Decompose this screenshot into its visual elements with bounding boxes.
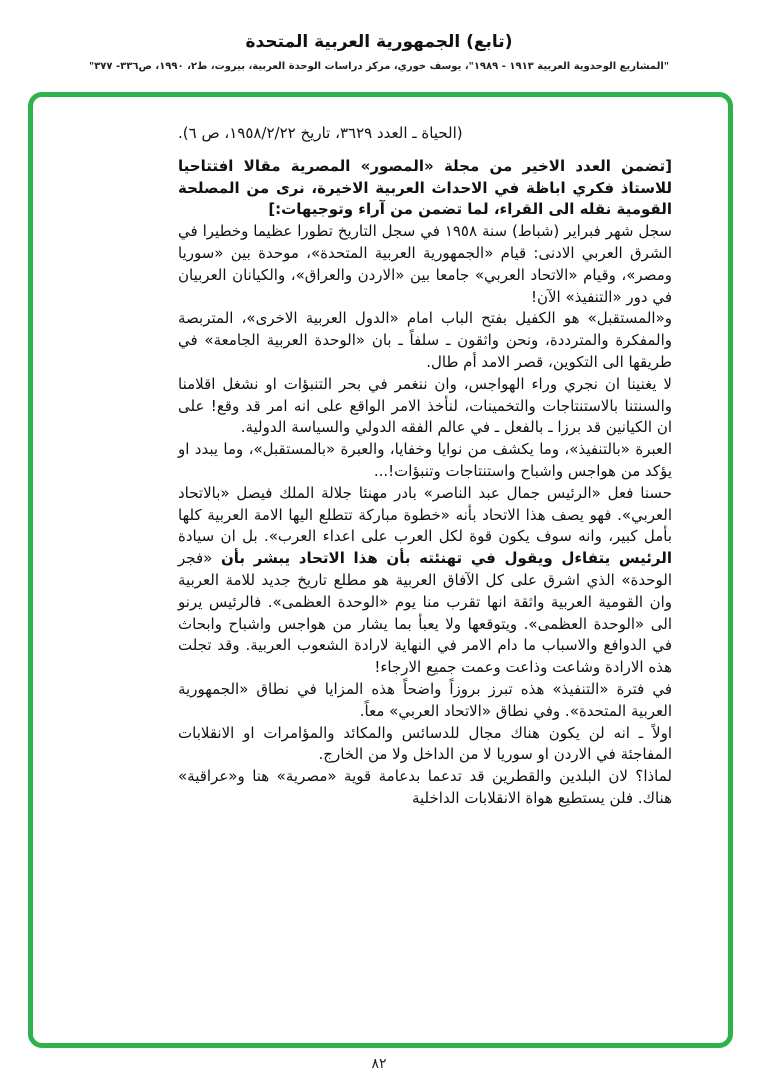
journal-citation: (الحياة ـ العدد ٣٦٢٩، تاريخ ١٩٥٨/٢/٢٢، ص ٦).	[178, 124, 463, 142]
green-border-frame	[28, 92, 733, 1048]
paragraph-nasser-lead: حسنا فعل «الرئيس جمال عبد الناصر» بادر مهنئا جلالة الملك فيصل «بالاتحاد العربي». فهو يصف هذا الاتحاد بأنه «خطوة مباركة تتطلع اليها الامة العربية كلها بأمل كبير، وانه سوف يكون قوة لكل العرب على اعداء العرب». بل ان سيادة	[178, 483, 672, 546]
paragraph-implementation: في فترة «التنفيذ» هذه تبرز بروزاً واضحاً هذه المزايا في نطاق «الجمهورية العربية المتحدة». وفي نطاق «الاتحاد العربي» معاً.	[178, 679, 672, 720]
paragraph-first-point: اولاً ـ انه لن يكون هناك مجال للدسائس والمكائد والمؤامرات او الانقلابات المفاجئة في الاردن او سوريا لا من الداخل ولا من الخارج.	[178, 723, 672, 764]
article-body	[178, 123, 672, 810]
page-number: ٨٢	[371, 1056, 387, 1072]
paragraph-history: سجل شهر فبراير (شباط) سنة ١٩٥٨ في سجل التاريخ تطورا عظيما وخطيرا في الشرق العربي الادنى: قيام «الجمهورية العربية المتحدة»، موحدة بين «سوريا ومصر»، وقيام «الاتحاد العربي» جامعا بين «الاردن والعراق»، والكيانان العربيان في دور «التنفيذ» الآن!	[178, 222, 672, 306]
source-reference: "المشاريع الوحدوية العربية ١٩١٣ - ١٩٨٩"، يوسف خوري، مركز دراسات الوحدة العربية، بيروت، ط٢، ١٩٩٠، ص٣٣٦- ٣٧٧"	[88, 61, 670, 72]
paragraph-why: لماذا؟ لان البلدين والقطرين قد تدعما بدعامة قوية «مصرية» هنا و«عراقية» هناك. فلن يستطيع هواة الانقلابات الداخلية	[178, 767, 672, 807]
paragraph-nasser	[178, 483, 672, 679]
document-title: (تابع) الجمهورية العربية المتحدة	[245, 32, 513, 52]
page-header	[0, 32, 758, 72]
paragraph-lesson: العبرة «بالتنفيذ»، وما يكشف من نوايا وخفايا، والعبرة «بالمستقبل»، وما يبدد او يؤكد من هواجس واشباح واستنتاجات وتنبؤات!...	[178, 440, 672, 480]
paragraph-nasser-emphasis: الرئيس يتفاءل ويقول في تهنئته بأن هذا الاتحاد يبشر بأن	[212, 549, 672, 568]
paragraph-caution: لا يغنينا ان نجري وراء الهواجس، وان ننغمر في بحر التنبؤات او نشغل اقلامنا والسنتنا بالاستنتاجات والتخمينات، لنأخذ الامر الواقع على انه امر قد وقع! على ان الكيانين قد برزا ـ بالفعل ـ في عالم الفقه الدولي والسياسة الدولية.	[178, 374, 672, 437]
paragraph-nasser-tail: «فجر الوحدة» الذي اشرق على كل الآفاق العربية هو مطلع تاريخ جديد للامة العربية وان القومية العربية واثقة انها تقرب منا يوم «الوحدة العظمى». فالرئيس يرنو الى «الوحدة العظمى». ويتوقعها ولا يعبأ بما يشار من هواجس واشباح وابحاث في الدوافع والاسباب ما دام الامر في النهاية لارادة الشعوب العربية. وقد تجلت هذه الارادة وشاعت وذاعت وعمت جميع الارجاء!	[178, 549, 672, 677]
editorial-note: [تضمن العدد الاخير من مجلة «المصور» المصرية مقالا افتتاحيا للاستاذ فكري اباظة في الاحداث العربية الاخيرة، نرى من المصلحة القومية نقله الى القراء، لما تضمن من آراء وتوجيهات:]	[178, 156, 672, 219]
paragraph-future: و«المستقبل» هو الكفيل بفتح الباب امام «الدول العربية الاخرى»، المتربصة والمفكرة والمترددة، ونحن واثقون ـ سلفاً ـ بان «الوحدة العربية الجامعة» في طريقها الى التكوين، قصر الامد أم طال.	[178, 309, 672, 371]
